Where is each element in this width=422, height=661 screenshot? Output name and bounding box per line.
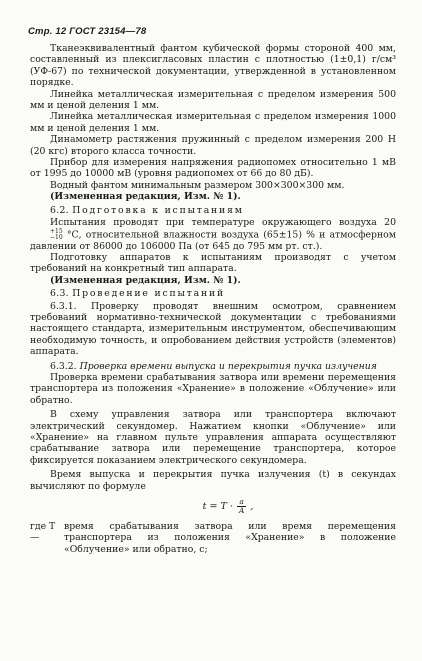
formula-denominator: A	[238, 506, 245, 516]
formula-definition	[30, 521, 396, 555]
paragraph-water-phantom: Водный фантом минимальным размером 300×300×300 мм.	[50, 179, 345, 191]
section-title: Подготовка к испытаниям	[72, 204, 244, 216]
definition-label: где T —	[30, 521, 56, 544]
formula-fraction	[237, 498, 246, 515]
paragraph-stopwatch: В схему управления затвора или транспортера включают электрический секундомер. Нажатием кнопки «Облучение» или «Хранение» на главном пульте управления аппарата осуществляют срабатывание затвора или перемещение транспортера, которое фиксируется показанием электрического секундомера.	[30, 409, 396, 466]
formula	[60, 498, 396, 515]
tolerance-lower: −10	[50, 233, 63, 241]
section-heading-6-3	[30, 288, 396, 299]
section-title: Проведение испытаний	[72, 288, 225, 300]
paragraph-shutter-check: Проверка времени срабатывания затвора или времени перемещения транспортера из положения «Хранение» в положение «Облучение» или обратно.	[30, 371, 396, 406]
paragraph-voltage-meter: Прибор для измерения напряжения радиопомех относительно 1 мВ от 1995 до 10000 мВ (уровня радиопомех от 66 до 80 дБ).	[30, 157, 396, 180]
paragraph-6-3-1: 6.3.1. Проверку проводят внешним осмотром, сравнением требований нормативно-технической документации с требованиями настоящего стандарта, измерительным инструментом, обеспечивающим необходимую точность, и опробованием действия устройств (элементов) аппарата.	[30, 300, 396, 358]
paragraph-formula-intro: Время выпуска и перекрытия пучка излучения (t) в секундах вычисляют по формуле	[30, 469, 396, 492]
revision-note-1: (Измененная редакция, Изм. № 1).	[50, 191, 241, 203]
section-number: 6.3.	[50, 288, 69, 300]
paragraph-6-3-2-heading	[30, 361, 396, 372]
conditions-text-start: Испытания проводят при температуре окружающего воздуха 20	[50, 217, 396, 229]
formula-tail: ,	[247, 501, 254, 513]
paragraph-dynamometer: Динамометр растяжения пружинный с пределом измерения 200 Н (20 кгс) второго класса точности.	[30, 134, 396, 157]
tolerance-upper: +15	[50, 227, 63, 235]
paragraph-ruler-1000: Линейка металлическая измерительная с пределом измерения 1000 мм и ценой деления 1 мм.	[30, 111, 396, 134]
paragraph-phantom: Тканеэквивалентный фантом кубической формы стороной 400 мм, составленный из плексигласовых пластин с плотностью (1±0,1) г/см³ (УФ-67) по технической документации, утвержденной в установленном порядке.	[30, 43, 396, 89]
section-heading-6-2	[30, 205, 396, 216]
formula-numerator: a	[237, 498, 246, 507]
clause-title: Проверка времени выпуска и перекрытия пучка излучения	[79, 360, 377, 372]
definition-text: время срабатывания затвора или время перемещения транспортера из положения «Хранение» в положение «Облучение» или обратно, с;	[64, 521, 396, 555]
clause-number: 6.3.2.	[50, 360, 77, 372]
paragraph-test-conditions	[30, 217, 396, 252]
paragraph-ruler-500: Линейка металлическая измерительная с пределом измерения 500 мм и ценой деления 1 мм.	[30, 88, 396, 112]
paragraph-preparation: Подготовку аппаратов к испытаниям производят с учетом требований на конкретный тип аппарата.	[30, 251, 396, 275]
tolerance	[30, 229, 63, 241]
conditions-text-end: °С, относительной влажности воздуха (65±15) % и атмосферном давлении от 86000 до 106000 Па (от 645 до 795 мм рт. ст.).	[30, 229, 396, 252]
page-header: Стр. 12 ГОСТ 23154—78	[28, 26, 147, 37]
revision-note-2: (Измененная редакция, Изм. № 1).	[50, 274, 241, 286]
section-number: 6.2.	[50, 204, 69, 216]
formula-lhs: t = T ·	[202, 501, 236, 513]
